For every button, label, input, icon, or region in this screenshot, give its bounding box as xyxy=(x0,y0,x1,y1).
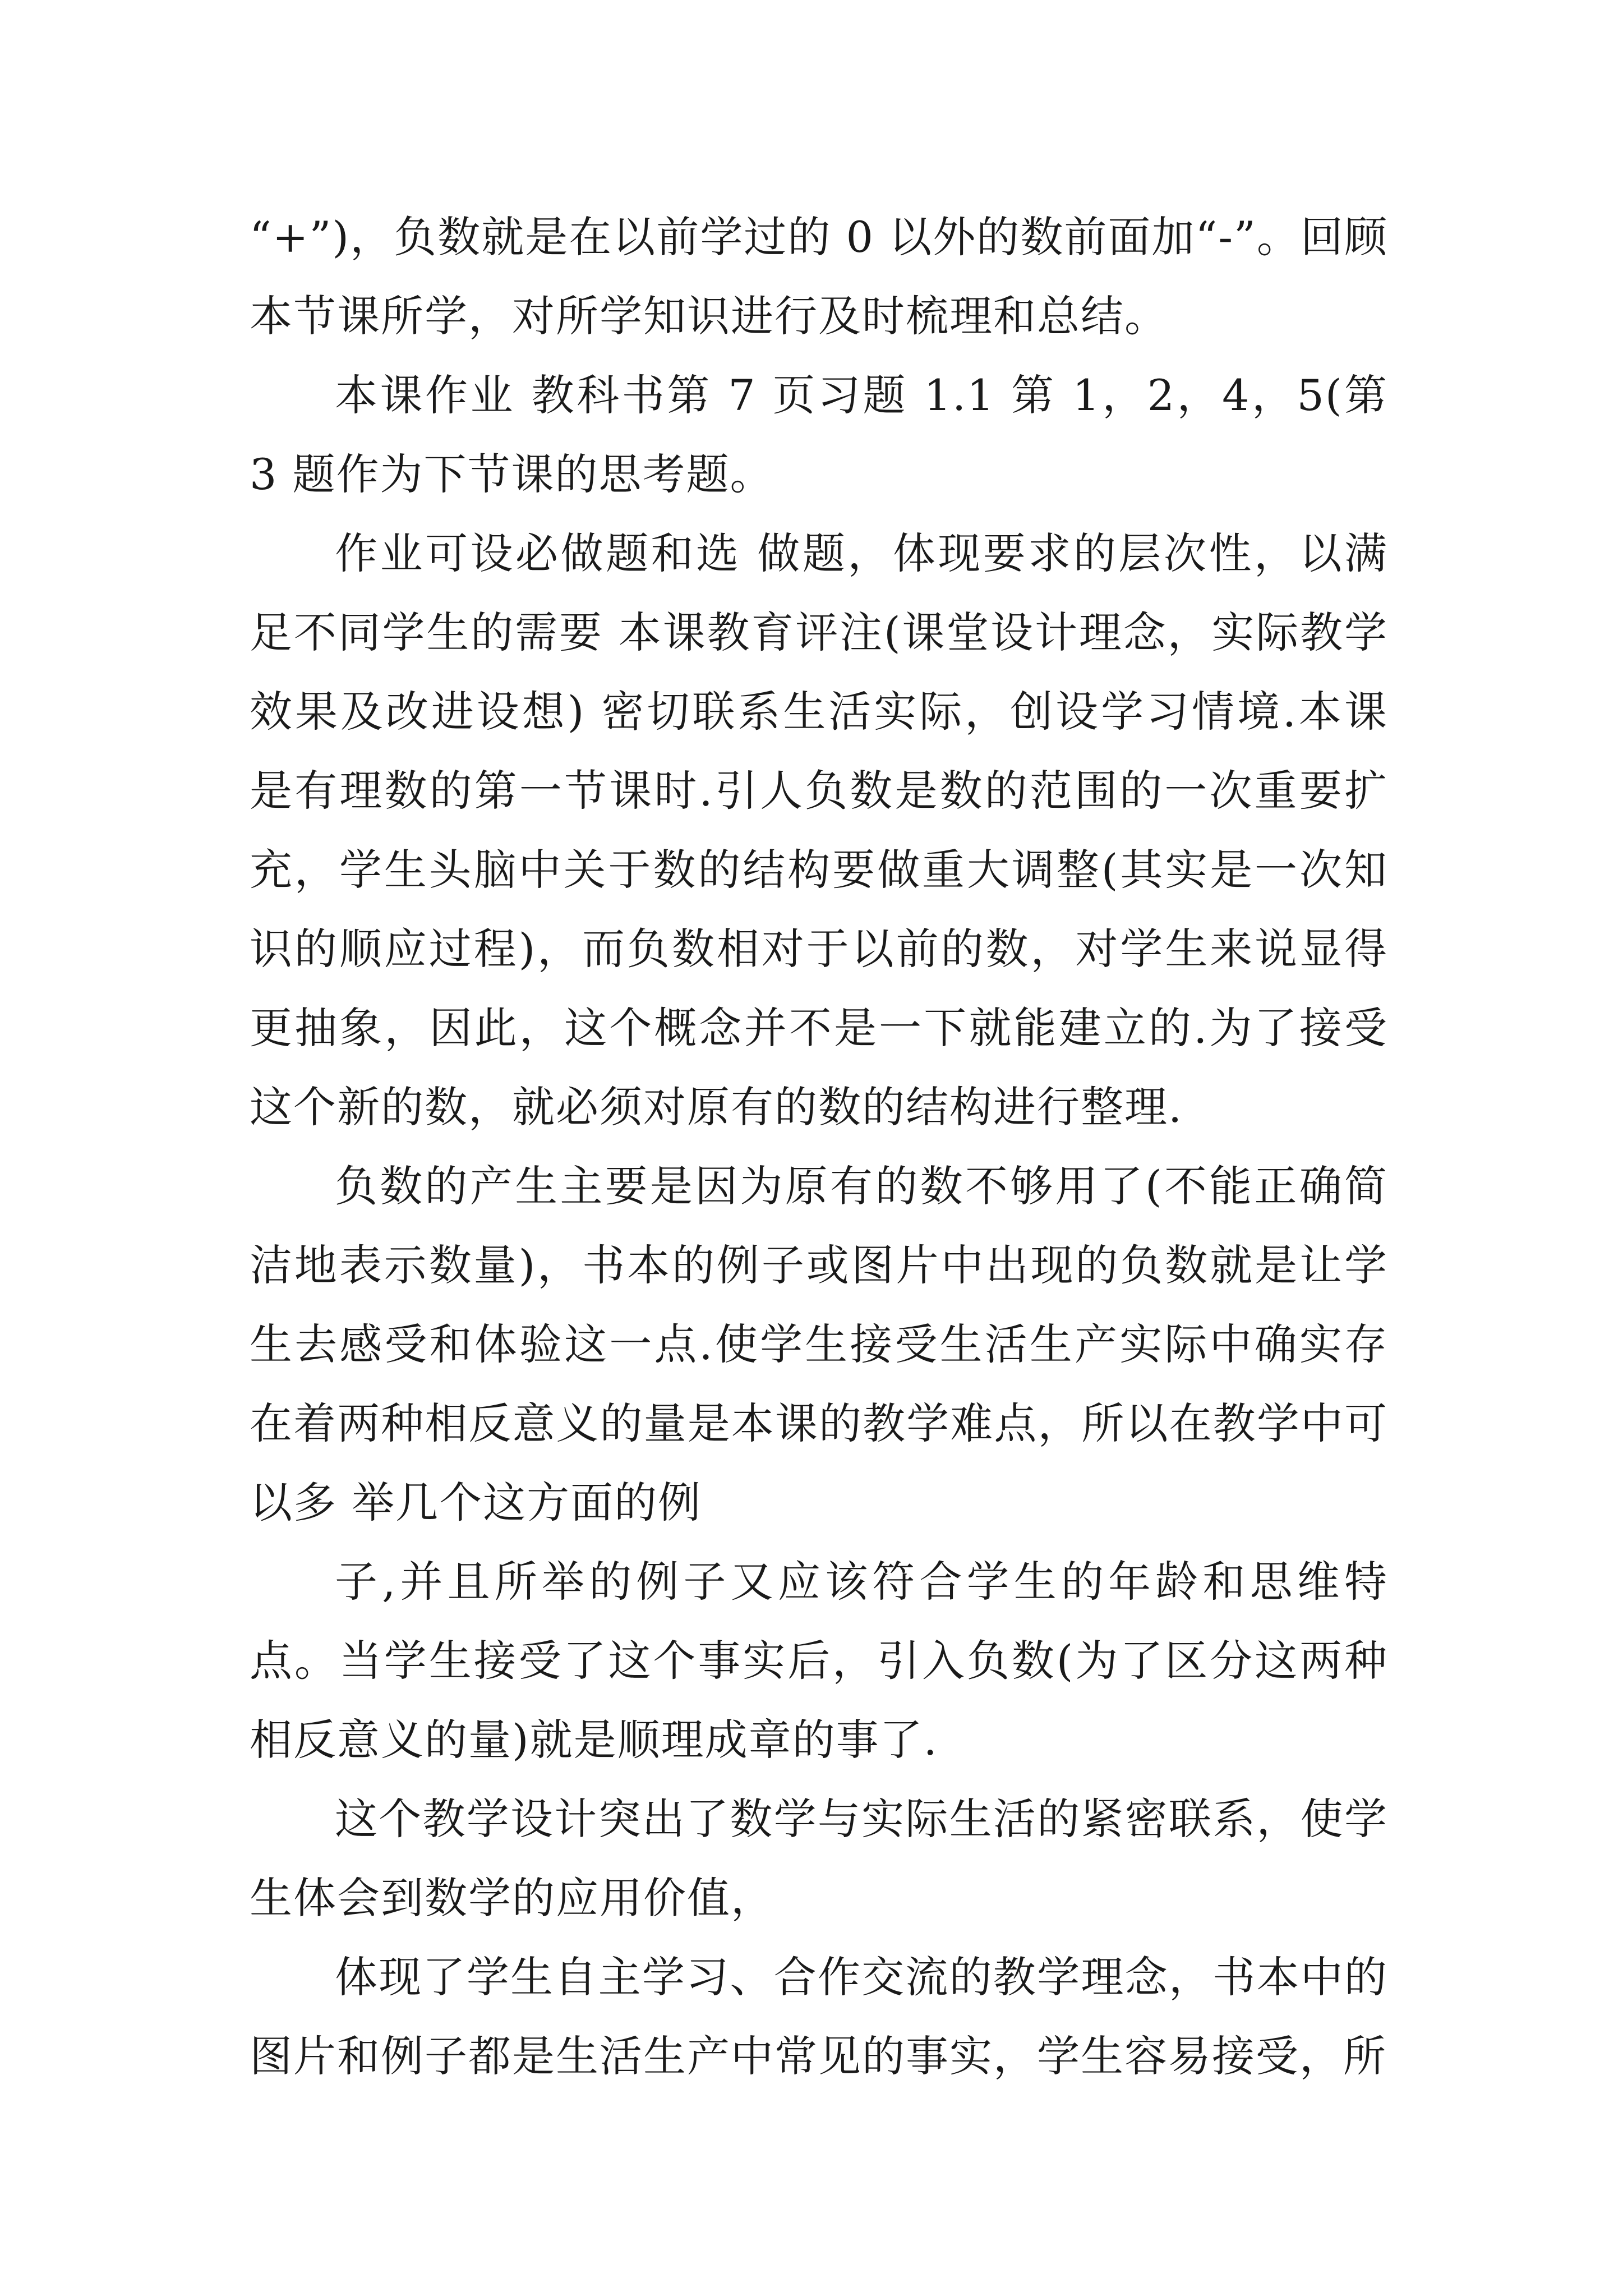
paragraph-design: 这个教学设计突出了数学与实际生活的紧密联系，使学生体会到数学的应用价值， xyxy=(250,1794,1388,1923)
paragraph-examples: 子,并且所举的例子又应该符合学生的年龄和思维特点。当学生接受了这个事实后，引入负数(为了区分这两种相反意义的量)就是顺理成章的事了. xyxy=(250,1557,1388,1765)
paragraph-homework: 本课作业 教科书第 7 页习题 1.1 第 1，2，4，5(第 3 题作为下节课的思考题。 xyxy=(250,370,1388,499)
body-text xyxy=(250,197,1388,2096)
paragraph-concept: 体现了学生自主学习、合作交流的教学理念，书本中的图片和例子都是生活生产中常见的事实，学生容易接受，所 xyxy=(250,1952,1388,2081)
paragraph-commentary: 作业可设必做题和选 做题，体现要求的层次性，以满足不同学生的需要 本课教育评注(课堂设计理念，实际教学效果及改进设想) 密切联系生活实际，创设学习情境.本课是有理数的第一节课时.引人负数是数的范围的一次重要扩充，学生头脑中关于数的结构要做重大调整(其实是一次知识的顺应过程)，而负数相对于以前的数，对学生来说显得更抽象，因此，这个概念并不是一下就能建立的.为了接受这个新的数，就必须对原有的数的结构进行整理. xyxy=(250,528,1388,1132)
paragraph-negative-numbers: 负数的产生主要是因为原有的数不够用了(不能正确简洁地表示数量)，书本的例子或图片中出现的负数就是让学生去感受和体验这一点.使学生接受生活生产实际中确实存在着两种相反意义的量是本课的教学难点，所以在教学中可以多 举几个这方面的例 xyxy=(250,1161,1388,1527)
paragraph-continuation: “+”)，负数就是在以前学过的 0 以外的数前面加“-”。回顾本节课所学，对所学知识进行及时梳理和总结。 xyxy=(250,212,1388,341)
